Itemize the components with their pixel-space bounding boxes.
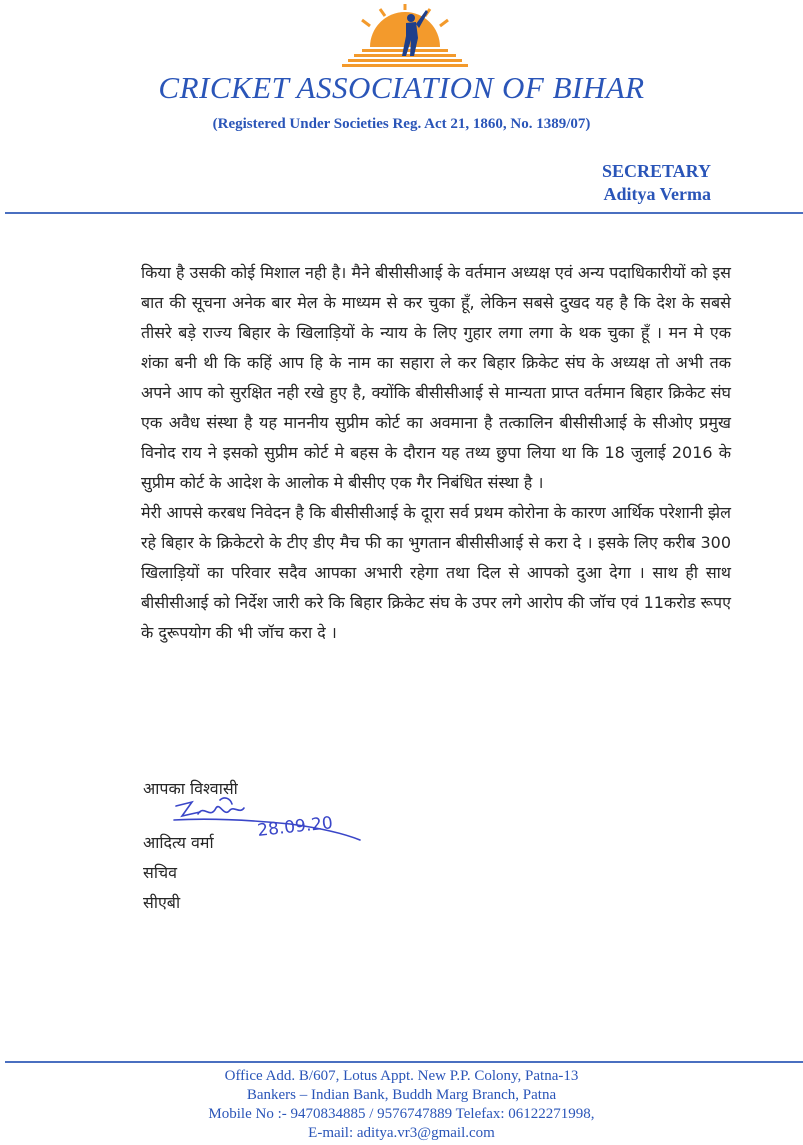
footer-divider <box>5 1061 803 1063</box>
header-divider <box>5 212 803 214</box>
footer <box>0 1067 803 1143</box>
footer-address: Office Add. B/607, Lotus Appt. New P.P. Colony, Patna-13 <box>224 1068 579 1084</box>
signatory-org: सीएबी <box>143 893 181 912</box>
letter-body <box>141 258 731 648</box>
secretary-block <box>602 160 711 206</box>
signature-date: 28.09.20 <box>256 813 334 841</box>
paragraph-1: किया है उसकी कोई मिशाल नही है। मैने बीसीसीआई के वर्तमान अध्यक्ष एवं अन्य पदाधिकारीयों को इस बात की सूचना अनेक बार मेल के माध्यम से कर चुका हूँ, लेकिन सबसे दुखद यह है कि देश के सबसे तीसरे बड़े राज्य बिहार के खिलाड़ियों के न्याय के लिए गुहार लगा लगा के थक चुका हूँ । मन मे एक शंका बनी थी कि कहिं आप हि के नाम का सहारा ले कर बिहार क्रिकेट संघ के अध्यक्ष तो अभी तक अपने आप को सुरक्षित नही रखे हुए है, क्योंकि बीसीसीआई से मान्यता प्राप्त वर्तमान बिहार क्रिकेट संघ एक अवैध संस्था है यह माननीय सुप्रीम कोर्ट का अवमाना है तत्कालिन बीसीसीआई के सीओए प्रमुख विनोद राय ने इसको सुप्रीम कोर्ट मे बहस के दौरान यह तथ्य छुपा लिया था कि 18 जुलाई 2016 के सुप्रीम कोर्ट के आदेश के आलोक मे बीसीए एक गैर निबंधित संस्था है । <box>141 263 731 492</box>
officer-name: Aditya Verma <box>603 184 711 204</box>
footer-email: E-mail: aditya.vr3@gmail.com <box>308 1125 495 1141</box>
cricket-logo-icon <box>340 4 470 80</box>
footer-phones: Mobile No :- 9470834885 / 9576747889 Telefax: 06122271998, <box>208 1106 595 1122</box>
registration-line: (Registered Under Societies Reg. Act 21, 1860, No. 1389/07) <box>212 116 591 132</box>
footer-bankers: Bankers – Indian Bank, Buddh Marg Branch, Patna <box>246 1087 557 1103</box>
designation: SECRETARY <box>601 161 711 181</box>
signatory-title: सचिव <box>143 863 178 882</box>
paragraph-2: मेरी आपसे करबध निवेदन है कि बीसीसीआई के दूारा सर्व प्रथम कोरोना के कारण आर्थिक परेशानी झेल रहे बिहार के क्रिकेटरो के टीए डीए मैच फी का भुगतान बीसीसीआई से करा दे । इसके लिए करीब 300 खिलाड़ियों का परिवार सदैव आपका अभारी रहेगा तथा दिल से आपको दुआ देगा । साथ ही साथ बीसीसीआई को निर्देश जारी करे कि बिहार क्रिकेट संघ के उपर लगे आरोप की जॉच एवं 11करोड रूपए के दुरूपयोग की भी जॉच करा दे । <box>141 503 731 642</box>
signatory-name: आदित्य वर्मा <box>143 833 214 852</box>
salutation: आपका विश्वासी <box>143 779 238 798</box>
organization-name: CRICKET ASSOCIATION OF BIHAR <box>158 70 645 105</box>
